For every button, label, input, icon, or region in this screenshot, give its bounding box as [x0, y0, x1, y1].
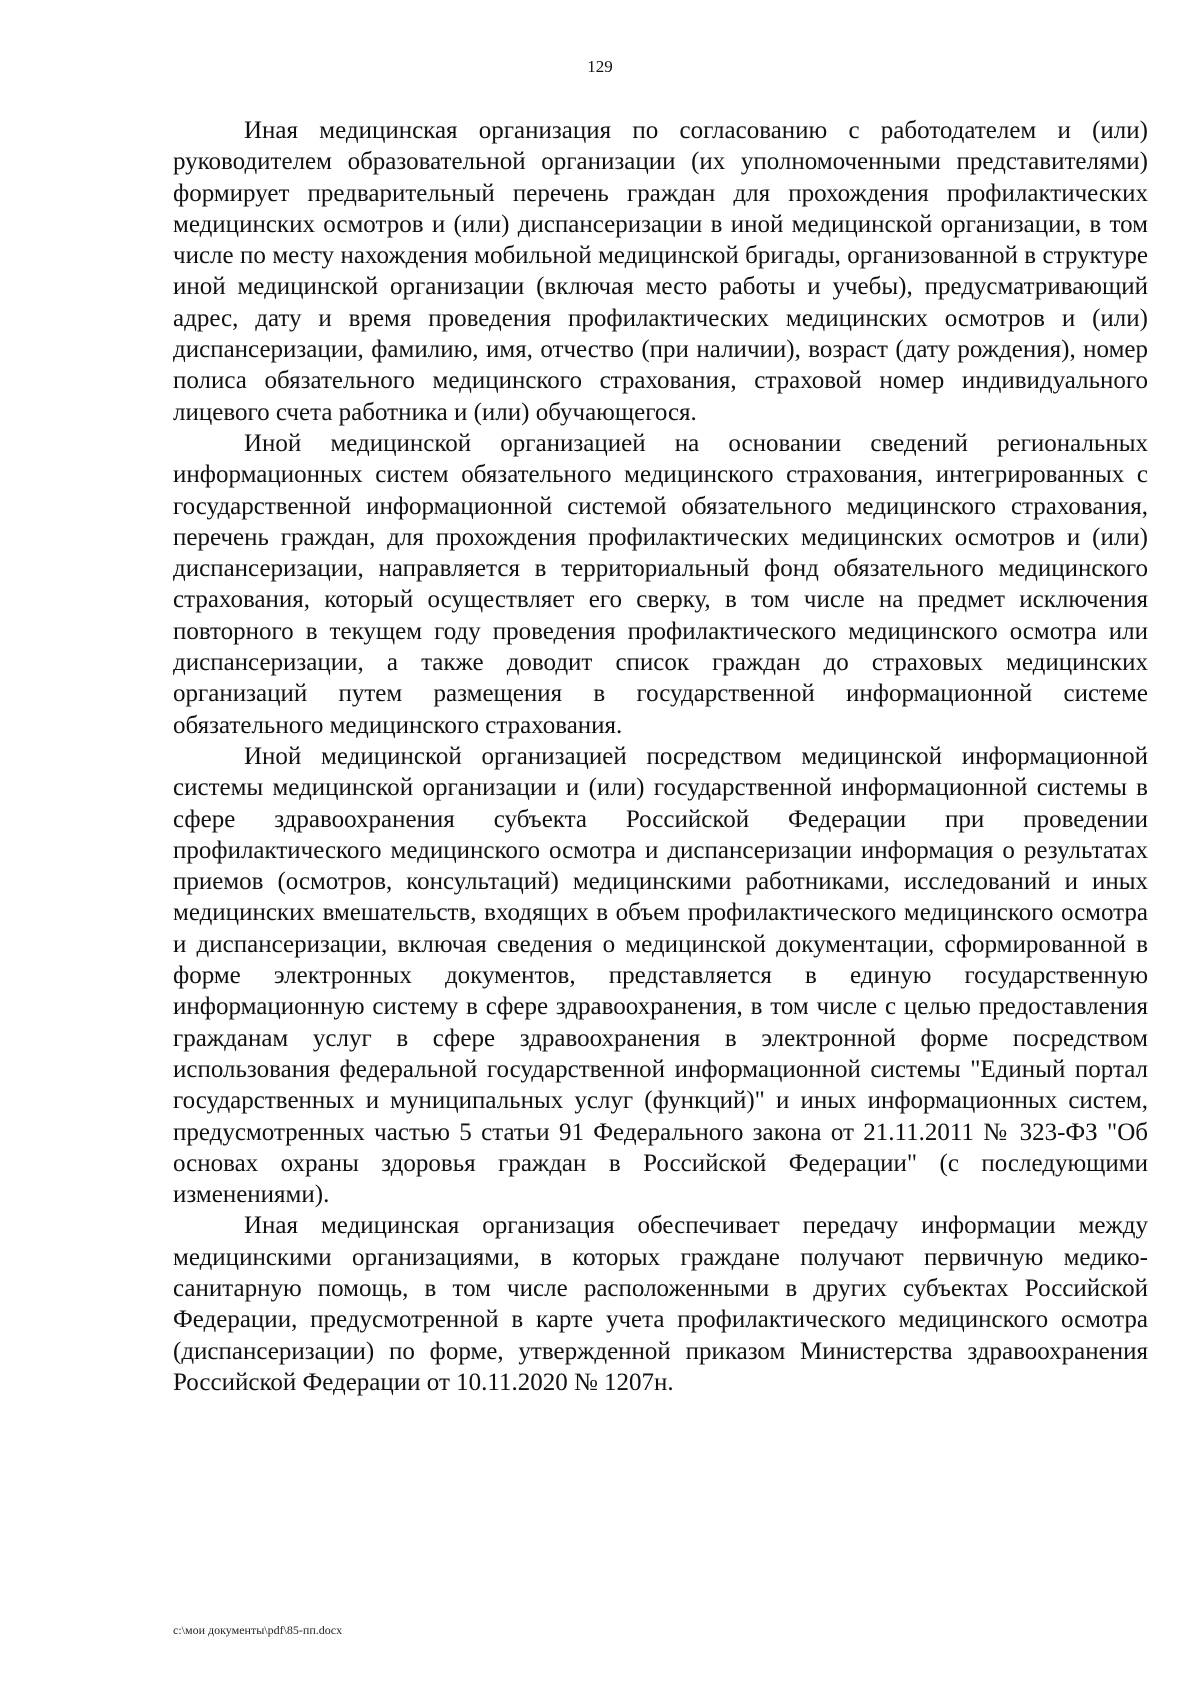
- paragraph-4: Иная медицинская организация обеспечивает передачу информации между медицинскими организациями, в которых граждане получают первичную медико-санитарную помощь, в том числе расположенными в других субъектах Российской Федерации, предусмотренной в карте учета профилактического медицинского осмотра (диспансеризации) по форме, утвержденной приказом Министерства здравоохранения Российской Федерации от 10.11.2020 № 1207н.: [173, 1212, 1148, 1396]
- paragraph-3: Иной медицинской организацией посредством медицинской информационной системы медицинской организации и (или) государственной информационной системы в сфере здравоохранения субъекта Российской Федерации при проведении профилактического медицинского осмотра и диспансеризации информация о результатах приемов (осмотров, консультаций) медицинскими работниками, исследований и иных медицинских вмешательств, входящих в объем профилактического медицинского осмотра и диспансеризации, включая сведения о медицинской документации, сформированной в форме электронных документов, представляется в единую государственную информационную систему в сфере здравоохранения, в том числе с целью предоставления гражданам услуг в сфере здравоохранения в электронной форме посредством использования федеральной государственной информационной системы "Единый портал государственных и муниципальных услуг (функций)" и иных информационных систем, предусмотренных частью 5 статьи 91 Федерального закона от 21.11.2011 № 323-ФЗ "Об основах охраны здоровья граждан в Российской Федерации" (с последующими изменениями).: [173, 742, 1148, 1209]
- document-body: [173, 115, 1148, 1398]
- paragraph-2: Иной медицинской организацией на основании сведений региональных информационных систем обязательного медицинского страхования, интегрированных с государственной информационной системой обязательного медицинского страхования, перечень граждан, для прохождения профилактических медицинских осмотров и (или) диспансеризации, направляется в территориальный фонд обязательного медицинского страхования, который осуществляет его сверку, в том числе на предмет исключения повторного в текущем году проведения профилактического медицинского осмотра или диспансеризации, а также доводит список граждан до страховых медицинских организаций путем размещения в государственной информационной системе обязательного медицинского страхования.: [173, 429, 1148, 739]
- paragraph-1: Иная медицинская организация по согласованию с работодателем и (или) руководителем образовательной организации (их уполномоченными представителями) формирует предварительный перечень граждан для прохождения профилактических медицинских осмотров и (или) диспансеризации в иной медицинской организации, в том числе по месту нахождения мобильной медицинской бригады, организованной в структуре иной медицинской организации (включая место работы и учебы), предусматривающий адрес, дату и время проведения профилактических медицинских осмотров и (или) диспансеризации, фамилию, имя, отчество (при наличии), возраст (дату рождения), номер полиса обязательного медицинского страхования, страховой номер индивидуального лицевого счета работника и (или) обучающегося.: [173, 117, 1148, 426]
- page-number: 129: [587, 57, 613, 76]
- footer-file-path: c:\мои документы\pdf\85-пп.docx: [173, 1623, 343, 1637]
